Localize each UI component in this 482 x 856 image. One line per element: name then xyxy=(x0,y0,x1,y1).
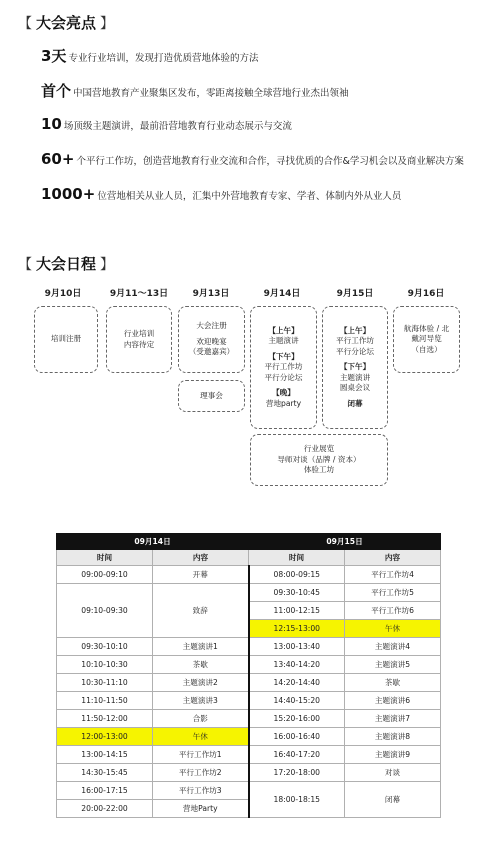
session-tag: 【上午】 xyxy=(339,325,371,335)
content-cell: 营地Party xyxy=(153,800,249,818)
table-day-header-row xyxy=(57,534,441,550)
day-label: 9月11～13日 xyxy=(109,289,169,299)
schedule-box-council xyxy=(178,380,245,412)
table-row xyxy=(57,674,441,692)
highlight-number: 60+ xyxy=(41,150,75,168)
time-cell: 09:10-09:30 xyxy=(57,584,153,638)
schedule-box-day4 xyxy=(250,306,317,429)
schedule-item: （自选） xyxy=(411,344,442,354)
time-cell: 11:50-12:00 xyxy=(57,710,153,728)
right-bracket-icon: 】 xyxy=(100,15,115,32)
schedule-heading xyxy=(18,253,114,274)
content-cell: 主题演讲9 xyxy=(345,746,441,764)
highlight-item xyxy=(41,80,349,101)
content-cell: 主题演讲2 xyxy=(153,674,249,692)
highlights-title: 大会亮点 xyxy=(36,14,97,32)
time-cell: 17:20-18:00 xyxy=(249,764,345,782)
table-row xyxy=(57,656,441,674)
time-cell: 14:20-14:40 xyxy=(249,674,345,692)
time-cell: 09:30-10:45 xyxy=(249,584,345,602)
content-cell: 主题演讲6 xyxy=(345,692,441,710)
table-column-header-row xyxy=(57,550,441,566)
table-row xyxy=(57,782,441,800)
time-cell: 11:00-12:15 xyxy=(249,602,345,620)
day-label: 9月16日 xyxy=(407,289,445,299)
time-cell: 13:00-13:40 xyxy=(249,638,345,656)
session-tag: 【下午】 xyxy=(339,362,371,372)
highlight-number: 1000+ xyxy=(41,185,96,203)
highlight-text: 中国营地教育产业聚集区发布，零距离接触全球营地行业杰出领袖 xyxy=(73,88,349,99)
day-label: 9月15日 xyxy=(336,289,374,299)
table-row xyxy=(57,584,441,602)
content-cell: 合影 xyxy=(153,710,249,728)
schedule-item: 主题演讲 xyxy=(268,336,299,346)
time-cell: 18:00-18:15 xyxy=(249,782,345,818)
col-time: 时间 xyxy=(249,550,345,566)
schedule-box-day5 xyxy=(322,306,388,429)
schedule-item: 平行分论坛 xyxy=(264,372,303,382)
schedule-item: 主题演讲 xyxy=(339,372,371,382)
time-cell: 11:10-11:50 xyxy=(57,692,153,710)
table-row xyxy=(57,728,441,746)
col-time: 时间 xyxy=(57,550,153,566)
col-content: 内容 xyxy=(345,550,441,566)
table-row xyxy=(57,566,441,584)
content-cell: 闭幕 xyxy=(345,782,441,818)
content-cell: 茶歇 xyxy=(153,656,249,674)
left-bracket-icon: 【 xyxy=(18,15,32,32)
schedule-box-day3 xyxy=(178,306,245,373)
table-row xyxy=(57,638,441,656)
content-cell: 主题演讲8 xyxy=(345,728,441,746)
time-cell: 16:40-17:20 xyxy=(249,746,345,764)
day-label: 9月13日 xyxy=(192,289,230,299)
schedule-item: 大会注册 xyxy=(196,321,227,331)
table-row xyxy=(57,764,441,782)
schedule-item: 理事会 xyxy=(200,390,223,400)
time-cell: 14:30-15:45 xyxy=(57,764,153,782)
schedule-item: 闭幕 xyxy=(347,398,363,408)
schedule-box-shared xyxy=(250,434,388,486)
session-tag: 【上午】 xyxy=(268,325,299,335)
schedule-item: 圆桌会议 xyxy=(339,383,371,393)
left-bracket-icon: 【 xyxy=(18,256,32,273)
highlight-text: 场顶级主题演讲，最前沿营地教育行业动态展示与交流 xyxy=(63,121,292,132)
schedule-item: 体验工坊 xyxy=(303,465,335,475)
highlight-text: 位营地相关从业人员，汇集中外营地教育专家、学者、体制内外从业人员 xyxy=(97,191,402,202)
highlight-item xyxy=(41,115,292,133)
highlight-text: 个平行工作坊，创造营地教育行业交流和合作，寻找优质的合作&学习机会以及商业解决方案 xyxy=(76,156,464,167)
content-cell: 午休 xyxy=(153,728,249,746)
session-tag: 【下午】 xyxy=(268,351,299,361)
highlight-item xyxy=(41,150,464,168)
content-cell: 致辞 xyxy=(153,584,249,638)
schedule-item: 行业培训 xyxy=(123,329,155,338)
time-cell: 20:00-22:00 xyxy=(57,800,153,818)
content-cell: 主题演讲7 xyxy=(345,710,441,728)
content-cell: 平行工作坊6 xyxy=(345,602,441,620)
highlight-item xyxy=(41,45,258,66)
content-cell: 主题演讲5 xyxy=(345,656,441,674)
schedule-item: 欢迎晚宴 xyxy=(196,336,227,346)
right-bracket-icon: 】 xyxy=(100,256,115,273)
day-label: 9月14日 xyxy=(263,289,301,299)
time-cell: 14:40-15:20 xyxy=(249,692,345,710)
content-cell: 开幕 xyxy=(153,566,249,584)
table-row xyxy=(57,692,441,710)
schedule-box-day1 xyxy=(34,306,98,373)
schedule-item: 行业展览 xyxy=(303,444,335,454)
schedule-item: 平行分论坛 xyxy=(336,346,374,356)
schedule-item: 营地party xyxy=(265,398,302,408)
schedule-item: 航海体验 / 北 xyxy=(403,323,450,333)
schedule-item: 培训注册 xyxy=(50,334,82,344)
highlight-item xyxy=(41,185,401,203)
time-cell: 08:00-09:15 xyxy=(249,566,345,584)
content-cell: 主题演讲1 xyxy=(153,638,249,656)
highlight-text: 专业行业培训，发现打造优质营地体验的方法 xyxy=(68,53,259,64)
time-cell: 09:00-09:10 xyxy=(57,566,153,584)
schedule-title: 大会日程 xyxy=(36,255,97,273)
content-cell: 平行工作坊4 xyxy=(345,566,441,584)
time-cell: 16:00-17:15 xyxy=(57,782,153,800)
content-cell: 茶歇 xyxy=(345,674,441,692)
content-cell: 平行工作坊2 xyxy=(153,764,249,782)
day1-header: 09月14日 xyxy=(57,534,249,550)
table-row xyxy=(57,746,441,764)
time-cell: 16:00-16:40 xyxy=(249,728,345,746)
time-cell: 09:30-10:10 xyxy=(57,638,153,656)
time-cell: 12:15-13:00 xyxy=(249,620,345,638)
day2-header: 09月15日 xyxy=(249,534,441,550)
content-cell: 平行工作坊3 xyxy=(153,782,249,800)
content-cell: 主题演讲4 xyxy=(345,638,441,656)
highlight-number: 首个 xyxy=(41,82,72,100)
schedule-item: （受邀嘉宾） xyxy=(188,347,235,357)
schedule-item: 平行工作坊 xyxy=(336,336,374,346)
schedule-item: 戴河导览 xyxy=(411,334,442,344)
schedule-item: 平行工作坊 xyxy=(264,362,303,372)
time-cell: 12:00-13:00 xyxy=(57,728,153,746)
content-cell: 平行工作坊1 xyxy=(153,746,249,764)
schedule-box-day2 xyxy=(106,306,172,373)
day-label: 9月10日 xyxy=(44,289,82,299)
highlights-heading xyxy=(18,12,114,33)
highlight-number: 3天 xyxy=(41,47,67,65)
time-cell: 15:20-16:00 xyxy=(249,710,345,728)
session-tag: 【晚】 xyxy=(272,388,295,398)
schedule-box-day6 xyxy=(393,306,460,373)
agenda-table xyxy=(56,533,441,818)
table-row xyxy=(57,710,441,728)
content-cell: 对谈 xyxy=(345,764,441,782)
highlight-number: 10 xyxy=(41,115,62,133)
content-cell: 午休 xyxy=(345,620,441,638)
content-cell: 平行工作坊5 xyxy=(345,584,441,602)
time-cell: 10:10-10:30 xyxy=(57,656,153,674)
time-cell: 13:00-14:15 xyxy=(57,746,153,764)
content-cell: 主题演讲3 xyxy=(153,692,249,710)
time-cell: 10:30-11:10 xyxy=(57,674,153,692)
col-content: 内容 xyxy=(153,550,249,566)
time-cell: 13:40-14:20 xyxy=(249,656,345,674)
schedule-item: 内容待定 xyxy=(123,339,155,349)
schedule-item: 导师对谈（品牌 / 资本） xyxy=(277,454,361,464)
